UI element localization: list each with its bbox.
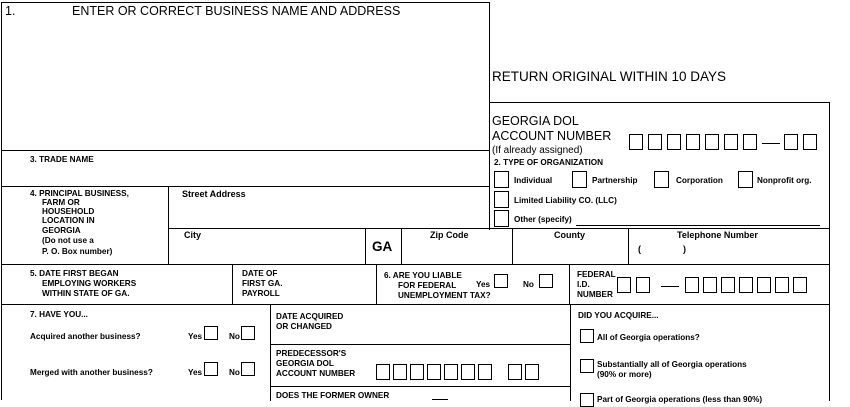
nonprofit-checkbox[interactable] xyxy=(738,171,753,188)
section1-title: ENTER OR CORRECT BUSINESS NAME AND ADDRESS xyxy=(72,4,401,18)
county-label: County xyxy=(554,230,585,240)
business-name-address-field[interactable] xyxy=(6,24,484,146)
other-specify-line[interactable] xyxy=(576,225,820,226)
section4-line: P. O. Box number) xyxy=(42,247,113,256)
individual-checkbox[interactable] xyxy=(494,171,509,188)
federal-right-border xyxy=(829,264,830,304)
account-digit-box[interactable] xyxy=(803,134,817,150)
substantially-line: (90% or more) xyxy=(597,370,652,379)
federal-digit-box[interactable] xyxy=(739,277,753,293)
section5-divider xyxy=(232,264,233,304)
merged-yes-checkbox[interactable] xyxy=(204,362,218,376)
section4-line: FARM OR xyxy=(42,198,80,207)
phone-close-paren: ) xyxy=(683,244,686,254)
merged-no-label: No xyxy=(229,368,240,377)
state-right-divider xyxy=(401,228,402,264)
section4-line: GEORGIA xyxy=(42,226,81,235)
section4-line: HOUSEHOLD xyxy=(42,207,95,216)
first-payroll-line: FIRST GA. xyxy=(242,279,283,288)
trade-name-bottom-border xyxy=(1,186,490,187)
other-label: Other (specify) xyxy=(514,215,572,224)
federal-line: I.D. xyxy=(577,280,590,289)
partnership-checkbox[interactable] xyxy=(572,171,587,188)
telephone-field[interactable] xyxy=(644,243,826,262)
first-payroll-field[interactable] xyxy=(300,268,372,300)
account-digit-box[interactable] xyxy=(629,134,643,150)
trade-name-label: 3. TRADE NAME xyxy=(30,155,94,164)
substantially-line: Substantially all of Georgia operations xyxy=(597,360,747,369)
part-operations-label: Part of Georgia operations (less than 90%) xyxy=(597,395,763,404)
county-right-divider xyxy=(628,228,629,264)
federal-digit-box[interactable] xyxy=(793,277,807,293)
merged-yes-label: Yes xyxy=(188,368,203,377)
part-operations-checkbox[interactable] xyxy=(580,393,594,407)
federal-dash xyxy=(661,286,679,287)
date-acquired-line: DATE ACQUIRED xyxy=(276,312,344,321)
date-first-employed-field[interactable] xyxy=(150,268,228,300)
predecessor-digit-box[interactable] xyxy=(393,364,407,380)
partnership-label: Partnership xyxy=(592,176,638,185)
corporation-label: Corporation xyxy=(676,176,723,185)
former-owner-label: DOES THE FORMER OWNER xyxy=(276,391,390,400)
section4-line: LOCATION IN xyxy=(42,216,95,225)
account-digit-box[interactable] xyxy=(686,134,700,150)
federal-tax-yes-checkbox[interactable] xyxy=(494,274,508,288)
section5-line: WITHIN STATE OF GA. xyxy=(42,289,130,298)
first-payroll-line: PAYROLL xyxy=(242,289,280,298)
middle-divider xyxy=(489,102,490,230)
account-digit-box[interactable] xyxy=(724,134,738,150)
federal-left-divider xyxy=(569,264,570,304)
federal-digit-box[interactable] xyxy=(636,277,650,293)
predecessor-digit-box[interactable] xyxy=(478,364,492,380)
trade-name-field[interactable] xyxy=(6,165,484,183)
account-digit-box[interactable] xyxy=(705,134,719,150)
account-top-border xyxy=(489,102,830,103)
section1-top-border xyxy=(1,2,490,3)
state-label: GA xyxy=(372,239,393,254)
nonprofit-label: Nonprofit org. xyxy=(757,176,812,185)
section7-right-divider xyxy=(570,304,571,401)
federal-digit-box[interactable] xyxy=(775,277,789,293)
corporation-checkbox[interactable] xyxy=(654,171,669,188)
predecessor-digit-box[interactable] xyxy=(525,364,539,380)
account-line1: GEORGIA DOL xyxy=(492,114,579,128)
predecessor-line: PREDECESSOR'S xyxy=(276,349,347,358)
section6-line: FOR FEDERAL xyxy=(398,281,457,290)
llc-checkbox[interactable] xyxy=(494,191,509,208)
federal-digit-box[interactable] xyxy=(685,277,699,293)
section1-number: 1. xyxy=(5,4,16,18)
predecessor-digit-box[interactable] xyxy=(508,364,522,380)
predecessor-digit-box[interactable] xyxy=(444,364,458,380)
predecessor-digit-box[interactable] xyxy=(461,364,475,380)
state-left-divider xyxy=(365,228,366,264)
zip-label: Zip Code xyxy=(430,230,469,240)
section1-right-border xyxy=(489,2,490,102)
city-field[interactable] xyxy=(172,243,362,262)
federal-digit-box[interactable] xyxy=(703,277,717,293)
section7-right-border xyxy=(829,304,830,401)
account-digit-box[interactable] xyxy=(667,134,681,150)
acquired-yes-label: Yes xyxy=(188,332,203,341)
city-label: City xyxy=(184,230,202,240)
federal-digit-box[interactable] xyxy=(721,277,735,293)
section6-yes-label: Yes xyxy=(476,280,491,289)
return-notice: RETURN ORIGINAL WITHIN 10 DAYS xyxy=(492,69,727,84)
predecessor-line: GEORGIA DOL xyxy=(276,359,334,368)
federal-digit-box[interactable] xyxy=(757,277,771,293)
section5-bottom-border xyxy=(1,304,830,305)
llc-label: Limited Liability CO. (LLC) xyxy=(514,196,617,205)
telephone-label: Telephone Number xyxy=(677,230,758,240)
federal-digit-box[interactable] xyxy=(617,277,631,293)
all-operations-checkbox[interactable] xyxy=(580,329,594,343)
section6-no-label: No xyxy=(523,280,534,289)
predecessor-digit-box[interactable] xyxy=(410,364,424,380)
substantially-all-checkbox[interactable] xyxy=(580,359,594,373)
former-owner-answer-line[interactable] xyxy=(432,399,448,400)
section6-line: 6. ARE YOU LIABLE xyxy=(384,271,462,280)
federal-tax-no-checkbox[interactable] xyxy=(539,274,553,288)
other-checkbox[interactable] xyxy=(494,210,509,227)
street-address-label: Street Address xyxy=(182,189,246,199)
acquired-question: Acquired another business? xyxy=(30,332,141,341)
merged-no-checkbox[interactable] xyxy=(241,362,255,376)
date-acquired-line: OR CHANGED xyxy=(276,322,332,331)
section4-label-divider xyxy=(168,186,169,264)
county-field[interactable] xyxy=(515,243,625,262)
section5-line: EMPLOYING WORKERS xyxy=(42,279,137,288)
account-digit-box[interactable] xyxy=(784,134,798,150)
date-acquired-bottom xyxy=(270,344,570,345)
acquired-yes-checkbox[interactable] xyxy=(204,326,218,340)
first-payroll-line: DATE OF xyxy=(242,269,278,278)
trade-name-top-border xyxy=(1,150,490,151)
predecessor-digit-box[interactable] xyxy=(427,364,441,380)
individual-label: Individual xyxy=(514,176,553,185)
address-city-divider xyxy=(168,228,829,229)
predecessor-digit-box[interactable] xyxy=(376,364,390,380)
did-you-acquire-title: DID YOU ACQUIRE... xyxy=(578,311,659,320)
date-acquired-field[interactable] xyxy=(350,308,566,342)
account-dash xyxy=(762,143,780,144)
acquired-no-label: No xyxy=(229,332,240,341)
predecessor-bottom xyxy=(270,386,570,387)
phone-open-paren: ( xyxy=(638,244,641,254)
section6-line: UNEMPLOYMENT TAX? xyxy=(398,291,491,300)
zip-field[interactable] xyxy=(404,243,509,262)
account-digit-box[interactable] xyxy=(743,134,757,150)
federal-line: NUMBER xyxy=(577,290,613,299)
section4-line: 4. PRINCIPAL BUSINESS, xyxy=(30,189,129,198)
acquired-no-checkbox[interactable] xyxy=(241,326,255,340)
form-left-border xyxy=(1,2,2,400)
section4-bottom-border xyxy=(1,264,830,265)
section7-title: 7. HAVE YOU... xyxy=(30,310,88,319)
section4-line: (Do not use a xyxy=(42,236,94,245)
federal-line: FEDERAL xyxy=(577,270,616,279)
street-address-field[interactable] xyxy=(172,202,486,226)
predecessor-line: ACCOUNT NUMBER xyxy=(276,369,356,378)
zip-right-divider xyxy=(512,228,513,264)
all-operations-label: All of Georgia operations? xyxy=(597,333,700,342)
section5-line: 5. DATE FIRST BEGAN xyxy=(30,269,119,278)
account-digit-box[interactable] xyxy=(648,134,662,150)
merged-question: Merged with another business? xyxy=(30,368,153,377)
account-line2: ACCOUNT NUMBER xyxy=(492,129,612,143)
section6-left-divider xyxy=(376,264,377,304)
account-line3: (If already assigned) xyxy=(492,145,583,156)
org-type-title: 2. TYPE OF ORGANIZATION xyxy=(494,158,604,167)
